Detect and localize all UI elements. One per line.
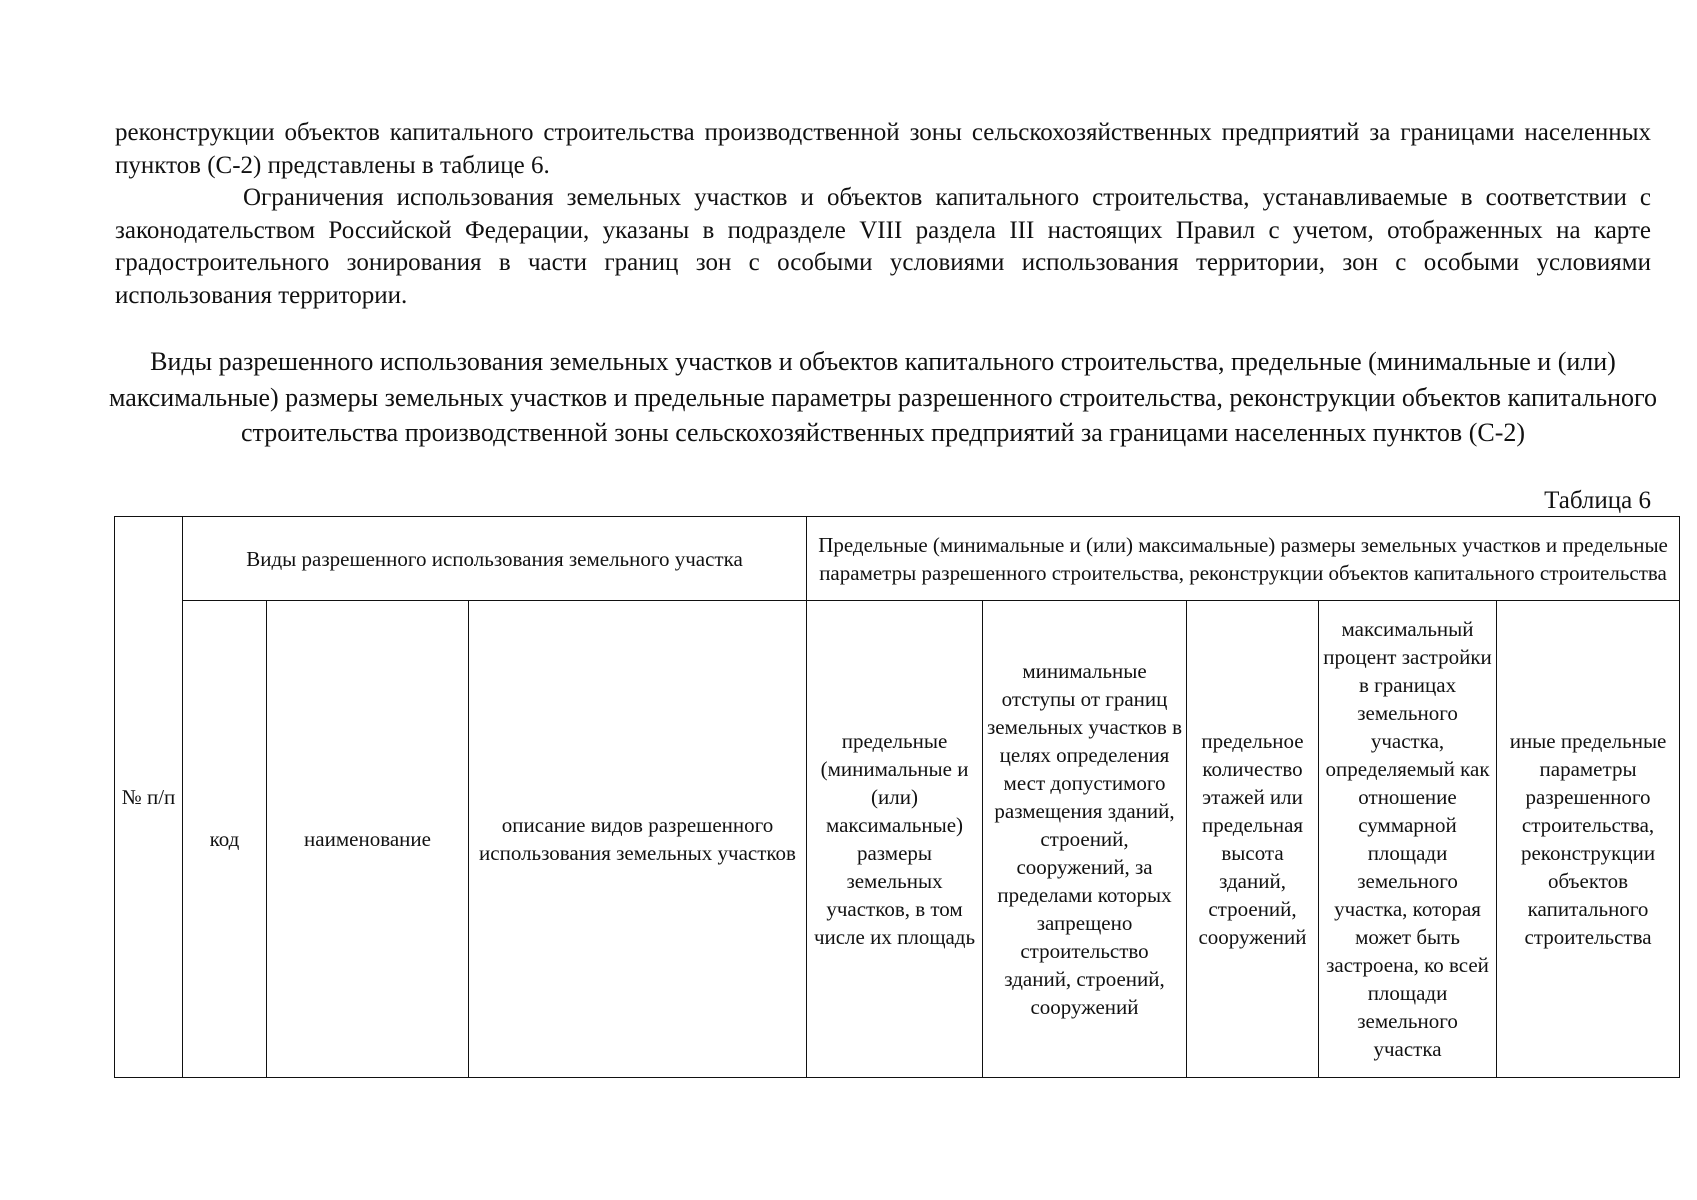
- table-caption: Таблица 6: [1544, 487, 1651, 514]
- zoning-table: [114, 516, 1680, 1078]
- header-floors: предельное количество этажей или предельная высота зданий, строений, сооружений: [1187, 601, 1319, 1078]
- header-indents: минимальные отступы от границ земельных участков в целях определения мест допустимого размещения зданий, строений, сооружений, за пределами которых запрещено строительство зданий, строений, сооружений: [983, 601, 1187, 1078]
- intro-paragraph-2: Ограничения использования земельных участков и объектов капитального строительства, устанавливаемые в соответствии с законодательством Российской Федерации, указаны в подразделе VIII раздела III настоящих Правил с учетом, отображенных на карте градостроительного зонирования в части границ зон с особыми условиями использования территории, зон с особыми условиями использования территории.: [115, 184, 1651, 309]
- header-coverage: максимальный процент застройки в границах земельного участка, определяемый как отношение суммарной площади земельного участка, которая может быть застроена, ко всей площади земельного участка: [1319, 601, 1497, 1078]
- header-number: № п/п: [115, 517, 183, 1078]
- header-name: наименование: [267, 601, 469, 1078]
- header-group-use-types: Виды разрешенного использования земельного участка: [183, 517, 807, 601]
- header-other: иные предельные параметры разрешенного строительства, реконструкции объектов капитального строительства: [1497, 601, 1680, 1078]
- table-header-row-2: [115, 601, 1680, 1078]
- header-code: код: [183, 601, 267, 1078]
- intro-paragraph-1: реконструкции объектов капитального строительства производственной зоны сельскохозяйственных предприятий за границами населенных пунктов (С-2) представлены в таблице 6.: [115, 119, 1651, 179]
- table-header-row-1: [115, 517, 1680, 601]
- table-heading: Виды разрешенного использования земельных участков и объектов капитального строительства, предельные (минимальные и (или) максимальные) размеры земельных участков и предельные параметры разрешенного строительства, реконструкции объектов капитального строительства производственной зоны сельскохозяйственных предприятий за границами населенных пунктов (С-2): [108, 347, 1658, 447]
- header-plot-size: предельные (минимальные и (или) максимальные) размеры земельных участков, в том числе их площадь: [807, 601, 983, 1078]
- header-group-limits: Предельные (минимальные и (или) максимальные) размеры земельных участков и предельные параметры разрешенного строительства, реконструкции объектов капитального строительства: [807, 517, 1680, 601]
- header-description: описание видов разрешенного использования земельных участков: [469, 601, 807, 1078]
